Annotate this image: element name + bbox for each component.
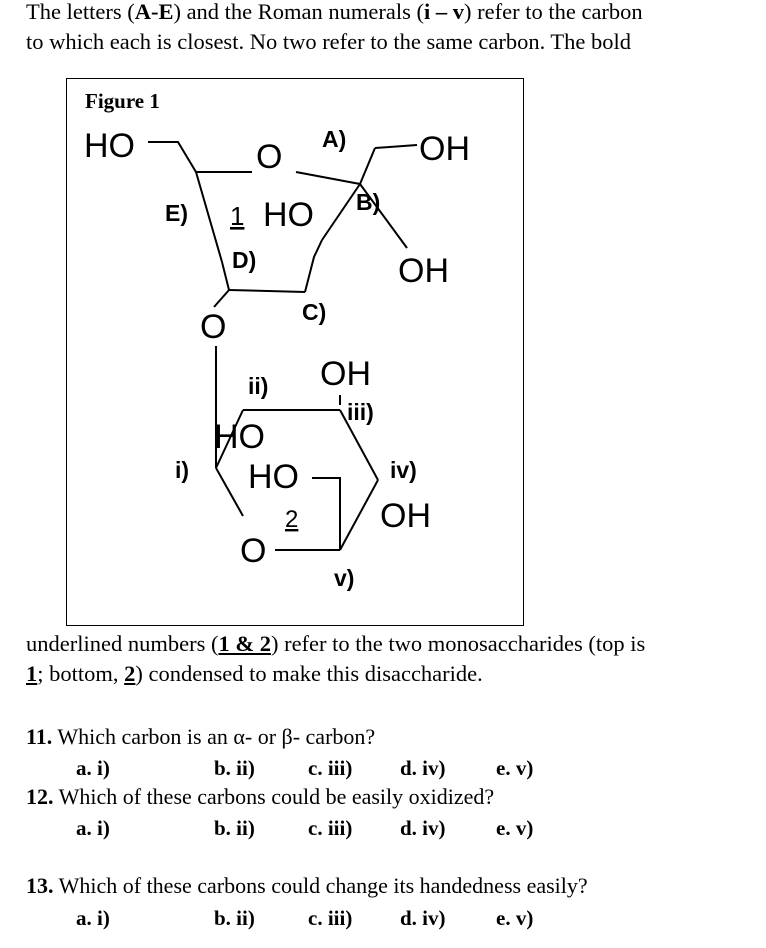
label-o-link: O	[200, 308, 227, 346]
q13-option-e[interactable]: e. v)	[496, 906, 534, 930]
question-11	[26, 724, 375, 750]
question-text: Which of these carbons could change its handedness easily?	[53, 873, 588, 898]
bond-ring1-left	[196, 172, 222, 262]
q11-option-c[interactable]: c. iii)	[308, 756, 353, 780]
label-oh-mid: OH	[320, 355, 371, 393]
bond-to-link-o	[214, 290, 229, 307]
question-number: 13.	[26, 873, 54, 898]
q13-option-b[interactable]: b. ii)	[214, 906, 255, 930]
intro-text: The letters (	[26, 0, 135, 24]
label-ring-o-low: O	[240, 532, 267, 570]
intro-text: ) refer to the carbon	[464, 0, 643, 24]
bond-d-to-o	[222, 262, 229, 290]
outro-text: underlined numbers (	[26, 631, 219, 656]
label-carbon-C: C)	[302, 299, 327, 325]
label-oh-top: OH	[419, 130, 470, 168]
outro-line-2	[26, 660, 483, 688]
q11-option-b[interactable]: b. ii)	[214, 756, 255, 780]
bond-ho-low2	[312, 478, 340, 550]
intro-line-2: to which each is closest. No two refer to the same carbon. The bold	[26, 29, 632, 54]
outro-bold-numbers: 1 & 2	[218, 631, 271, 656]
bond-b-to-a	[360, 148, 375, 184]
outro-text: ; bottom,	[37, 661, 125, 686]
label-carbon-E: E)	[165, 200, 188, 226]
label-carbon-iv: iv)	[390, 457, 417, 483]
question-13	[26, 873, 588, 899]
label-carbon-A: A)	[322, 126, 347, 152]
question-12	[26, 784, 494, 810]
bond-ring2-left-low	[216, 468, 243, 516]
label-oh-right: OH	[398, 252, 449, 290]
q11-option-a[interactable]: a. i)	[76, 756, 110, 780]
q12-option-c[interactable]: c. iii)	[308, 816, 353, 840]
question-number: 12.	[26, 784, 54, 809]
q12-option-b[interactable]: b. ii)	[214, 816, 255, 840]
label-ho-low: HO	[214, 418, 265, 456]
outro-text: ) condensed to make this disaccharide.	[135, 661, 483, 686]
label-ho-low2: HO	[248, 458, 299, 496]
label-oh-low: OH	[380, 497, 431, 535]
intro-bold-numerals: i – v	[424, 0, 465, 24]
outro-bold-two: 2	[124, 661, 136, 686]
label-carbon-iii: iii)	[347, 399, 374, 425]
q13-option-a[interactable]: a. i)	[76, 906, 110, 930]
label-sugar-2: 2	[285, 506, 299, 533]
label-sugar-1: 1	[230, 201, 245, 231]
bond-ring1-right	[322, 184, 360, 240]
question-number: 11.	[26, 724, 53, 749]
bond-o-ring-to-b	[296, 172, 360, 184]
question-text: Which carbon is an α- or β- carbon?	[52, 724, 376, 749]
q12-option-d[interactable]: d. iv)	[400, 816, 446, 840]
label-ho-top: HO	[84, 127, 135, 165]
label-carbon-i: i)	[175, 457, 190, 483]
q11-option-d[interactable]: d. iv)	[400, 756, 446, 780]
label-carbon-B: B)	[356, 189, 381, 215]
outro-text: ) refer to the two monosaccharides (top is	[270, 631, 646, 656]
q11-option-e[interactable]: e. v)	[496, 756, 534, 780]
q13-option-c[interactable]: c. iii)	[308, 906, 353, 930]
label-ring-o-top: O	[256, 138, 283, 176]
question-text: Which of these carbons could be easily oxidized?	[53, 784, 495, 809]
label-ho-mid: HO	[263, 196, 314, 234]
figure-title: Figure 1	[85, 89, 160, 113]
intro-text: ) and the Roman numerals (	[173, 0, 425, 24]
bond-a-to-oh	[375, 145, 417, 148]
outro-line-1	[26, 630, 645, 658]
bond-c-to-ho	[305, 240, 322, 292]
q12-option-e[interactable]: e. v)	[496, 816, 534, 840]
intro-bold-letters: A-E	[134, 0, 174, 24]
bond-ring1-bottom	[229, 290, 305, 292]
outro-bold-one: 1	[26, 661, 38, 686]
q13-option-d[interactable]: d. iv)	[400, 906, 446, 930]
bond-ho-top	[148, 142, 196, 172]
label-carbon-v: v)	[334, 565, 355, 591]
q12-option-a[interactable]: a. i)	[76, 816, 110, 840]
bond-ring2-right-low	[340, 480, 378, 550]
label-carbon-D: D)	[232, 247, 257, 273]
label-carbon-ii: ii)	[248, 373, 269, 399]
